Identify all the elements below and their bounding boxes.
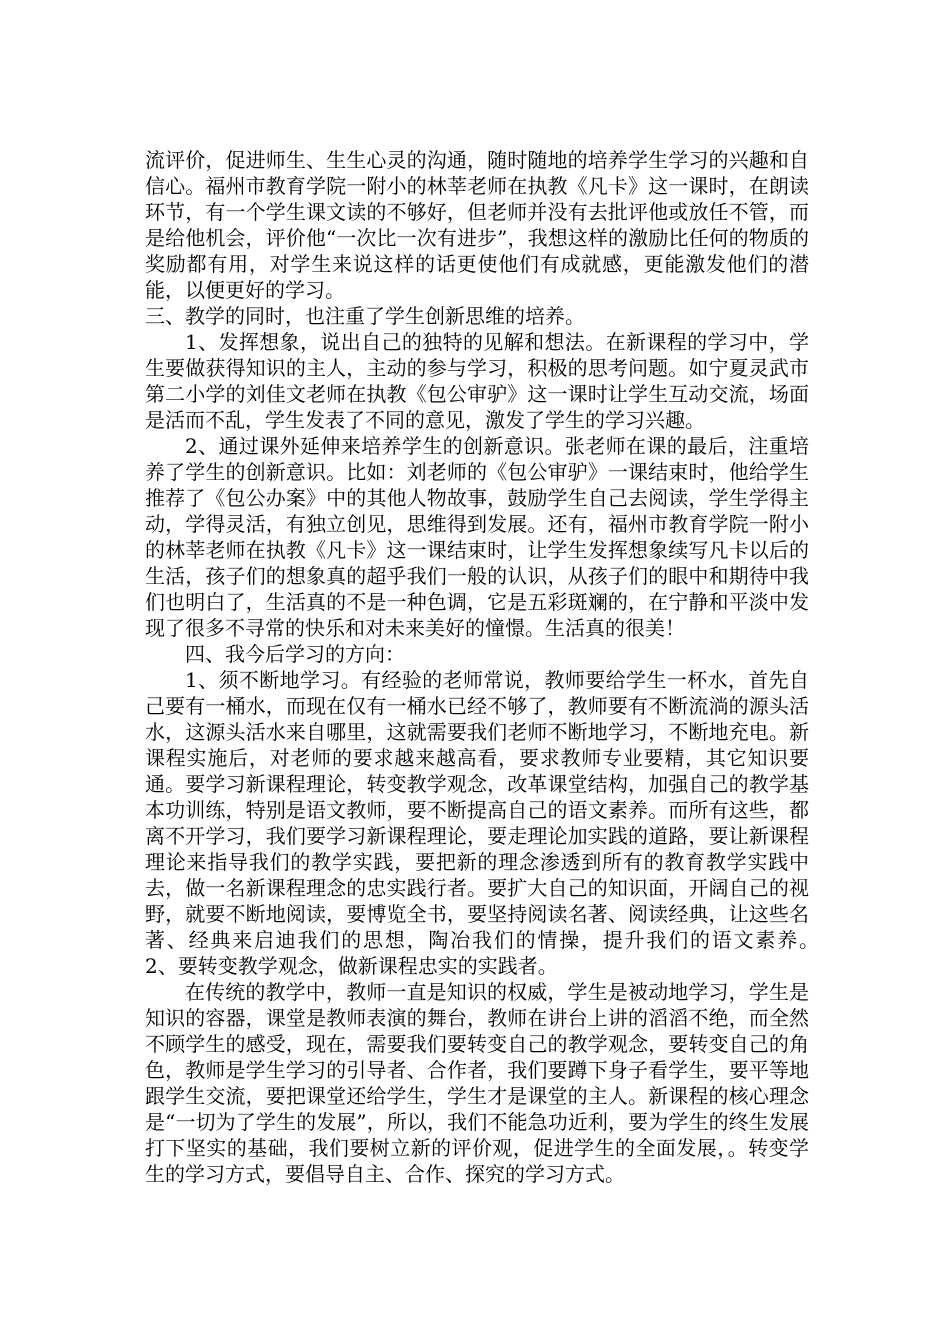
- paragraph-traditional-teaching: 在传统的教学中，教师一直是知识的权威，学生是被动地学习，学生是知识的容器，课堂是教师表演的舞台，教师在讲台上讲的滔滔不绝，而全然不顾学生的感受，现在，需要我们要转变自己的教学观念，要转变自己的角色，教师是学生学习的引导者、合作者，我们要蹲下身子看学生，要平等地跟学生交流，要把课堂还给学生，学生才是课堂的主人。新课程的核心理念是“一切为了学生的发展”，所以，我们不能急功近利，要为学生的终生发展打下坚实的基础，我们要树立新的评价观，促进学生的全面发展，。转变学生的学习方式，要倡导自主、合作、探究的学习方式。: [145, 980, 809, 1186]
- heading-section-three: 三、教学的同时，也注重了学生创新思维的培养。: [145, 304, 585, 328]
- paragraph-imagination: 1、发挥想象，说出自己的独特的见解和想法。在新课程的学习中，学生要做获得知识的主人，主动的参与学习，积极的思考问题。如宁夏灵武市第二小学的刘佳文老师在执教《包公审驴》这一课时让学生互动交流，场面是活而不乱，学生发表了不同的意见，激发了学生的学习兴趣。: [145, 330, 809, 432]
- heading-section-four: 四、我今后学习的方向：: [185, 642, 405, 666]
- paragraph-extension: 2、通过课外延伸来培养学生的创新意识。张老师在课的最后，注重培养了学生的创新意识。比如：刘老师的《包公审驴》一课结束时，他给学生推荐了《包公办案》中的其他人物故事，鼓励学生自己去阅读，学生学得主动，学得灵活，有独立创见，思维得到发展。还有，福州市教育学院一附小的林莘老师在执教《凡卡》这一课结束时，让学生发挥想象续写凡卡以后的生活，孩子们的想象真的超乎我们一般的认识，从孩子们的眼中和期待中我们也明白了，生活真的不是一种色调，它是五彩斑斓的，在宁静和平淡中发现了很多不寻常的快乐和对未来美好的憧憬。生活真的很美！: [145, 434, 809, 640]
- paragraph-evaluation: 流评价，促进师生、生生心灵的沟通，随时随地的培养学生学习的兴趣和自信心。福州市教育学院一附小的林莘老师在执教《凡卡》这一课时，在朗读环节，有一个学生课文读的不够好，但老师并没有去批评他或放任不管，而是给他机会，评价他“一次比一次有进步”，我想这样的激励比任何的物质的奖励都有用，对学生来说这样的话更使他们有成就感，更能激发他们的潜能，以便更好的学习。: [145, 148, 809, 302]
- document-page: [145, 147, 849, 1187]
- paragraph-continuous-learning: 1、须不断地学习。有经验的老师常说，教师要给学生一杯水，首先自己要有一桶水，而现在仅有一桶水已经不够了，教师要有不断流淌的源头活水，这源头活水来自哪里，这就需要我们老师不断地学习，不断地充电。新课程实施后，对老师的要求越来越高看，要求教师专业要精，其它知识要通。要学习新课程理论，转变教学观念，改革课堂结构，加强自己的教学基本功训练，特别是语文教师，要不断提高自己的语文素养。而所有这些，都离不开学习，我们要学习新课程理论，要走理论加实践的道路，要让新课程理论来指导我们的教学实践，要把新的理念渗透到所有的教育教学实践中去，做一名新课程理念的忠实践行者。要扩大自己的知识面，开阔自己的视野，就要不断地阅读，要博览全书，要坚持阅读名著、阅读经典，让这些名著、经典来启迪我们的思想，陶冶我们的情操，提升我们的语文素养。 2、要转变教学观念，做新课程忠实的实践者。: [145, 668, 849, 978]
